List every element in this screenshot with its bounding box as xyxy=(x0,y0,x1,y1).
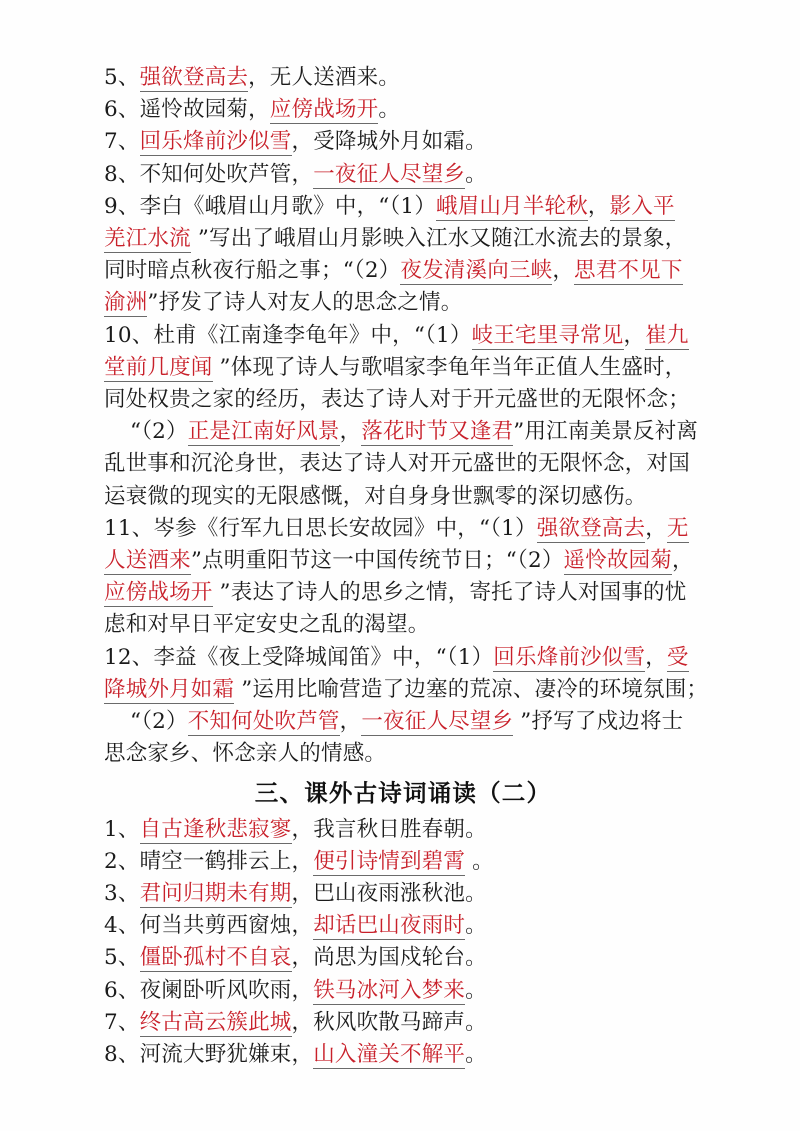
exercise-line xyxy=(104,255,702,287)
item-number: 11、 xyxy=(104,515,154,541)
exercise-line xyxy=(104,975,702,1007)
answer-text: 岐王宅里寻常见 xyxy=(471,322,624,348)
prompt-text: ”表达了诗人的思乡之情，寄托了诗人对国事的忧 xyxy=(212,580,687,606)
prompt-text: 同时暗点秋夜行船之事；“（2） xyxy=(104,258,401,284)
prompt-text: 。 xyxy=(465,913,487,939)
item-number: 10、 xyxy=(104,322,154,348)
prompt-text: ”体现了诗人与歌唱家李龟年当年正值人生盛时， xyxy=(212,354,687,380)
exercise-line xyxy=(104,126,702,158)
prompt-text: ，秋风吹散马蹄声。 xyxy=(291,1009,487,1035)
prompt-text: 虑和对早日平定安史之乱的渴望。 xyxy=(104,612,430,638)
section-heading: 三、课外古诗词诵读（二） xyxy=(254,779,552,808)
exercise-line xyxy=(104,910,702,942)
prompt-text: 晴空一鹤排云上， xyxy=(139,848,314,874)
item-number: 5、 xyxy=(104,945,140,971)
answer-text: 落花时节又逢君 xyxy=(361,419,514,445)
exercise-line xyxy=(104,94,702,126)
prompt-text: ， xyxy=(339,419,362,445)
prompt-text: 。 xyxy=(465,977,487,1003)
exercise-line xyxy=(104,814,702,846)
answer-text: 受 xyxy=(666,644,689,670)
prompt-text: ”写出了峨眉山月影映入江水又随江水流去的景象， xyxy=(190,226,687,252)
exercise-line xyxy=(104,513,702,545)
prompt-text: 杜甫《江南逢李龟年》中，“（1） xyxy=(153,322,472,348)
answer-text: 终古高云簇此城 xyxy=(139,1009,292,1035)
prompt-text: ”抒写了戍边将士 xyxy=(513,709,684,735)
item-number: 4、 xyxy=(104,913,140,939)
answer-text: 不知何处吹芦管 xyxy=(187,709,340,735)
exercise-line xyxy=(104,609,702,641)
answer-text: 铁马冰河入梦来 xyxy=(313,977,466,1003)
prompt-text: 。 xyxy=(465,848,494,874)
item-number: 2、 xyxy=(104,848,140,874)
prompt-text: ，我言秋日胜春朝。 xyxy=(291,816,487,842)
answer-text: 一夜征人尽望乡 xyxy=(361,709,514,735)
answer-text: 强欲登高去 xyxy=(536,515,646,541)
exercise-line xyxy=(104,577,702,609)
prompt-text: ，巴山夜雨涨秋池。 xyxy=(291,881,487,907)
exercise-line xyxy=(104,287,702,319)
answer-text: 便引诗情到碧霄 xyxy=(313,848,466,874)
exercise-line xyxy=(104,545,702,577)
item-number: 9、 xyxy=(104,193,140,219)
item-number: 12、 xyxy=(104,644,154,670)
answer-text: 却话巴山夜雨时 xyxy=(313,913,466,939)
exercise-line xyxy=(104,481,702,513)
answer-text: 人送酒来 xyxy=(104,548,191,574)
item-number: 7、 xyxy=(104,129,140,155)
answer-text: 影入平 xyxy=(609,193,675,219)
item-number: 6、 xyxy=(104,97,140,123)
answer-text: 应傍战场开 xyxy=(269,97,379,123)
answer-text: 自古逢秋悲寂寥 xyxy=(139,816,292,842)
item-number: 5、 xyxy=(104,65,140,90)
answer-text: 夜发清溪向三峡 xyxy=(400,258,553,284)
prompt-text: ，无人送酒来。 xyxy=(248,65,401,90)
exercise-line xyxy=(104,352,702,384)
exercise-line xyxy=(104,942,702,974)
answer-text: 回乐烽前沙似雪 xyxy=(493,644,646,670)
answer-text: 遥怜故园菊 xyxy=(563,548,673,574)
exercise-line xyxy=(104,642,702,674)
prompt-text: 。 xyxy=(465,161,487,187)
prompt-text: ， xyxy=(623,322,646,348)
exercise-line xyxy=(104,62,702,94)
item-number: 7、 xyxy=(104,1009,140,1035)
exercise-line xyxy=(104,846,702,878)
answer-text: 思君不见下 xyxy=(574,258,683,284)
item-number: 3、 xyxy=(104,881,140,907)
answer-text: 僵卧孤村不自哀 xyxy=(139,945,292,971)
answer-text: 回乐烽前沙似雪 xyxy=(139,129,292,155)
item-number: 8、 xyxy=(104,1042,140,1068)
answer-text: 堂前几度闻 xyxy=(104,354,213,380)
exercise-line xyxy=(104,320,702,352)
answer-text: 羌江水流 xyxy=(104,226,191,252)
prompt-text: 何当共剪西窗烛， xyxy=(139,913,314,939)
prompt-text: “（2） xyxy=(130,709,188,735)
item-number: 6、 xyxy=(104,977,140,1003)
exercise-line xyxy=(104,223,702,255)
item-number: 1、 xyxy=(104,816,140,842)
answer-text: 渝洲 xyxy=(104,290,148,316)
exercise-list-section-one xyxy=(104,62,709,770)
answer-text: 崔九 xyxy=(645,322,689,348)
exercise-line xyxy=(104,706,702,738)
prompt-text: ”点明重阳节这一中国传统节日；“（2） xyxy=(190,548,564,574)
exercise-line xyxy=(104,738,702,770)
prompt-text: 遥怜故园菊， xyxy=(139,97,270,123)
answer-text: 应傍战场开 xyxy=(104,580,213,606)
prompt-text: 同处权贵之家的经历，表达了诗人对于开元盛世的无限怀念； xyxy=(104,387,690,413)
prompt-text: 河流大野犹嫌束， xyxy=(139,1042,314,1068)
item-number: 8、 xyxy=(104,161,140,187)
prompt-text: 。 xyxy=(465,1042,487,1068)
answer-text: 一夜征人尽望乡 xyxy=(313,161,466,187)
exercise-line xyxy=(104,1039,702,1071)
answer-text: 君问归期未有期 xyxy=(139,881,292,907)
prompt-text: ， xyxy=(672,548,694,574)
exercise-list-section-two xyxy=(104,814,702,1072)
prompt-text: ”抒发了诗人对友人的思念之情。 xyxy=(147,290,463,316)
prompt-text: ”运用比喻营造了边塞的荒凉、凄冷的环境氛围； xyxy=(234,676,709,702)
prompt-text: ， xyxy=(587,193,610,219)
prompt-text: 。 xyxy=(378,97,401,123)
prompt-text: 不知何处吹芦管， xyxy=(139,161,314,187)
answer-text: 正是江南好风景 xyxy=(187,419,340,445)
prompt-text: 思念家乡、怀念亲人的情感。 xyxy=(104,741,387,767)
exercise-line xyxy=(104,416,702,448)
exercise-line xyxy=(104,1007,702,1039)
prompt-text: ， xyxy=(645,515,667,541)
answer-text: 强欲登高去 xyxy=(139,65,249,90)
prompt-text: ，尚思为国戍轮台。 xyxy=(291,945,487,971)
prompt-text: ”用江南美景反衬离 xyxy=(513,419,699,445)
prompt-text: ， xyxy=(552,258,575,284)
answer-text: 无 xyxy=(666,515,689,541)
exercise-line xyxy=(104,878,702,910)
prompt-text: 李益《夜上受降城闻笛》中，“（1） xyxy=(153,644,494,670)
prompt-text: 李白《峨眉山月歌》中，“（1） xyxy=(139,193,437,219)
exercise-line xyxy=(104,191,702,223)
answer-text: 山入潼关不解平 xyxy=(313,1042,466,1068)
prompt-text: 岑参《行军九日思长安故园》中，“（1） xyxy=(153,515,537,541)
exercise-line xyxy=(104,384,702,416)
prompt-text: ， xyxy=(339,709,362,735)
exercise-line xyxy=(104,674,709,706)
prompt-text: “（2） xyxy=(130,419,188,445)
exercise-line xyxy=(104,159,702,191)
prompt-text: 夜阑卧听风吹雨， xyxy=(139,977,314,1003)
prompt-text: 乱世事和沉沦身世，表达了诗人对开元盛世的无限怀念，对国 xyxy=(104,451,690,477)
prompt-text: ， xyxy=(645,644,667,670)
answer-text: 降城外月如霜 xyxy=(104,676,235,702)
exercise-line xyxy=(104,448,702,480)
answer-text: 峨眉山月半轮秋 xyxy=(436,193,588,219)
prompt-text: ，受降城外月如霜。 xyxy=(291,129,487,155)
prompt-text: 运衰微的现实的无限感慨，对自身身世飘零的深切感伤。 xyxy=(104,483,647,509)
